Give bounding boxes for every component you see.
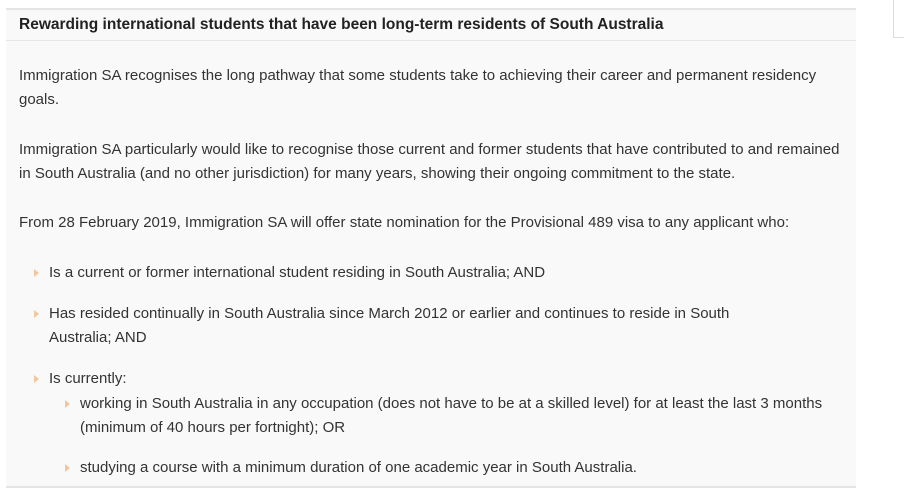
list-item-text: Has resided continually in South Australia since March 2012 or earlier and continues to reside in South Australia; AND xyxy=(49,305,730,346)
paragraph-recognition: Immigration SA particularly would like to recognise those current and former students that have contributed to and remained in South Australia (and no other jurisdiction) for many years, showing their ongoing commitment to the state. xyxy=(19,141,840,182)
list-item-text: Is currently: xyxy=(49,370,127,387)
adjacent-frame-edge xyxy=(893,0,904,38)
caret-right-icon xyxy=(65,400,70,408)
list-item xyxy=(34,302,794,350)
caret-right-icon xyxy=(65,464,70,472)
list-item-text: working in South Australia in any occupation (does not have to be at a skilled level) for at least the last 3 months (minimum of 40 hours per fortnight); OR xyxy=(80,395,823,436)
article-title: Rewarding international students that have been long-term residents of South Australia xyxy=(19,16,664,33)
paragraph-nomination-offer: From 28 February 2019, Immigration SA will offer state nomination for the Provisional 489 visa to any applicant who: xyxy=(19,214,790,231)
list-item xyxy=(34,261,854,285)
title-divider xyxy=(6,40,856,41)
caret-right-icon xyxy=(34,269,39,277)
caret-right-icon xyxy=(34,310,39,318)
list-item-text: studying a course with a minimum duration of one academic year in South Australia. xyxy=(80,459,637,476)
list-item xyxy=(34,367,854,391)
paragraph-intro: Immigration SA recognises the long pathway that some students take to achieving their career and permanent residency goals. xyxy=(19,67,817,108)
article-panel xyxy=(6,8,856,488)
caret-right-icon xyxy=(34,375,39,383)
list-item xyxy=(65,456,840,480)
list-item-text: Is a current or former international student residing in South Australia; AND xyxy=(49,264,546,281)
list-item xyxy=(65,392,840,440)
